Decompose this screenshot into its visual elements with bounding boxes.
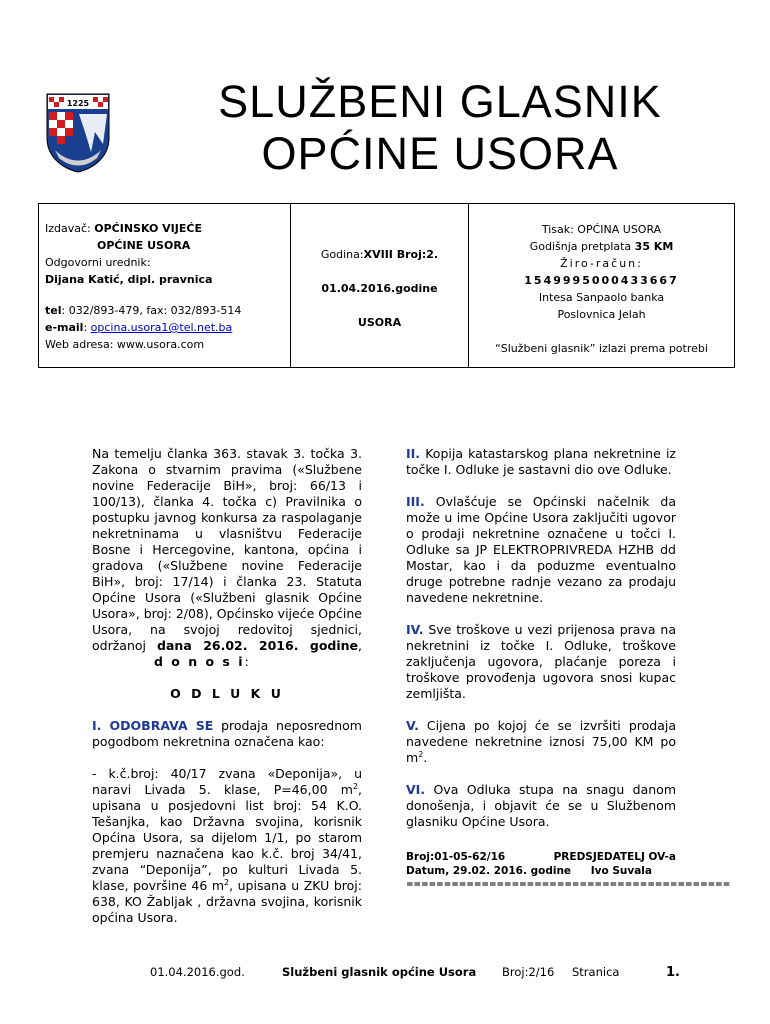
title-line-1: SLUŽBENI GLASNIK — [218, 76, 662, 127]
section-6 — [406, 782, 676, 830]
section-4-number: IV. — [406, 622, 424, 637]
email-link[interactable]: opcina.usora1@tel.net.ba — [90, 321, 233, 334]
section-3-text: Ovlašćuje se Općinski načelnik da može u ime Općine Usora zaključiti ugovor o prodaji nekretnine označene u točci I. Odluke sa JP ELEKTROPRIVREDA HZHB dd Mostar, kao i da poduzme eventualno druge potrebne radnje vezano za prodaju navedene nekretnine. — [406, 494, 676, 605]
section-1-text: prodaja neposrednom pogodbom nekretnina označena kao: — [92, 718, 362, 749]
footer-page-label: Stranica — [572, 965, 620, 979]
editor-name: Dijana Katić, dipl. pravnica — [45, 273, 213, 286]
bank-name: Intesa Sanpaolo banka — [538, 291, 665, 304]
section-6-number: VI. — [406, 782, 426, 797]
section-4 — [406, 622, 676, 702]
preamble-colon: : — [244, 654, 249, 669]
section-5-end: . — [423, 750, 428, 765]
parcel-description — [92, 766, 362, 926]
publisher-line-1: OPĆINSKO VIJEĆE — [94, 222, 202, 235]
title-line-2: OPĆINE USORA — [261, 128, 619, 179]
publisher-line-2: OPĆINE USORA — [97, 239, 191, 252]
section-2-number: II. — [406, 446, 421, 461]
footer-date: 01.04.2016.god. — [150, 965, 245, 979]
footer-publication: Službeni glasnik općine Usora — [282, 965, 477, 979]
section-6-text: Ova Odluka stupa na snagu danom donošenja, i objavit će se u Službenom glasniku Općine Usora. — [406, 782, 676, 829]
preamble-verb: d o n o s i — [154, 654, 245, 669]
section-3 — [406, 494, 676, 606]
section-5 — [406, 718, 676, 766]
right-column — [406, 446, 731, 892]
separator-line: =========================================== — [406, 880, 731, 890]
issue-date: 01.04.2016.godine — [321, 282, 438, 295]
section-1-bold: ODOBRAVA SE — [101, 718, 214, 733]
bank-branch: Poslovnica Jelah — [557, 308, 646, 321]
section-3-number: III. — [406, 494, 425, 509]
preamble-comma: , — [358, 638, 362, 653]
coat-of-arms-icon — [45, 92, 111, 174]
section-2-text: Kopija katastarskog plana nekretnine iz točke I. Odluke je sastavni dio ove Odluke. — [406, 446, 676, 477]
web-address: Web adresa: www.usora.com — [45, 338, 205, 351]
parcel-superscript-2: 2 — [224, 877, 230, 887]
section-4-text: Sve troškove u vezi prijenosa prava na nekretnini iz točke I. Odluke, troškove zaključenja ugovora, plaćanje poreza i troškove provođenja ugovora snosi kupac zemljišta. — [406, 622, 676, 701]
publisher-label: Izdavač: — [45, 222, 91, 235]
publication-frequency: “Službeni glasnik” izlazi prema potrebi — [495, 342, 708, 355]
year-label: Godina: — [320, 248, 364, 261]
section-2 — [406, 446, 676, 478]
tel-value: : 032/893-479, fax: 032/893-514 — [61, 304, 242, 317]
signature-block — [406, 850, 731, 892]
footer-page-number: 1. — [666, 965, 680, 980]
reference-date: Datum, 29.02. 2016. godine — [406, 865, 572, 877]
parcel-superscript: 2 — [352, 781, 359, 791]
email-label: e-mail — [45, 321, 84, 334]
print-label: Tisak: — [541, 223, 578, 236]
editor-label: Odgovorni urednik: — [45, 256, 151, 269]
section-5-superscript: 2 — [418, 749, 424, 759]
issue-place: USORA — [357, 316, 402, 329]
publication-info-table — [38, 203, 735, 368]
section-1-number: I. — [92, 718, 102, 733]
subscription-value: 35 KM — [634, 240, 674, 253]
signatory-title: PREDSJEDATELJ OV-a — [553, 851, 676, 863]
subscription-label: Godišnja pretplata — [529, 240, 635, 253]
section-5-number: V. — [406, 718, 419, 733]
parcel-text-c: , upisana u ZKU broj: 638, KO Žabljak , državna svojina, korisnik općina Usora. — [92, 878, 362, 925]
account-label: Žiro-račun: — [560, 257, 643, 270]
email-separator: : — [83, 321, 91, 334]
section-5-text: Cijena po kojoj će se izvršiti prodaja navedene nekretnine iznosi 75,00 KM po m — [406, 718, 676, 765]
account-number: 1549995000433667 — [524, 274, 679, 287]
signatory-name: Ivo Suvala — [590, 865, 652, 877]
coat-year: 1225 — [66, 99, 90, 108]
publisher-cell — [39, 204, 291, 367]
issue-cell — [291, 204, 469, 367]
preamble-paragraph — [92, 446, 362, 670]
section-1 — [92, 718, 362, 750]
decision-title: O D L U K U — [170, 686, 284, 701]
preamble-text: Na temelju članka 363. stavak 3. točka 3. Zakona o stvarnim pravima («Službene novine Federacije BiH», broj: 66/13 i 100/13), članka 4. točka c) Pravilnika o postupku javnog konkursa za raspolaganje nekretninama u vlasništvu Federacije Bosne i Hercegovine, kantona, općina i gradova («Službene novine Federacije BiH», broj: 17/14) i članka 23. Statuta Općine Usora («Službeni glasnik Općine Usora», broj: 2/08), Općinsko vijeće Općine Usora, na svojoj redovitoj sjednici, održanoj — [92, 446, 362, 653]
parcel-text-b: , upisana u posjedovni list broj: 54 K.O. Tešanjka, kao Državna svojina, korisnik Općina Usora, sa dijelom 1/1, po starom premjeru naznačena kao k.č. broj 34/41, zvana “Deponija”, po kulturi Livada 5. klase, površine 46 m — [92, 782, 362, 893]
tel-label: tel — [45, 304, 62, 317]
print-value: OPĆINA USORA — [577, 223, 662, 236]
print-cell — [469, 204, 734, 367]
footer-issue: Broj:2/16 — [502, 965, 555, 979]
parcel-text-a: - k.č.broj: 40/17 zvana «Deponija», u naravi Livada 5. klase, P=46,00 m — [92, 766, 362, 797]
reference-number: Broj:01-05-62/16 — [406, 851, 506, 863]
left-column — [92, 446, 362, 926]
year-value: XVIII Broj:2. — [363, 248, 439, 261]
preamble-date: dana 26.02. 2016. godine — [157, 638, 359, 653]
